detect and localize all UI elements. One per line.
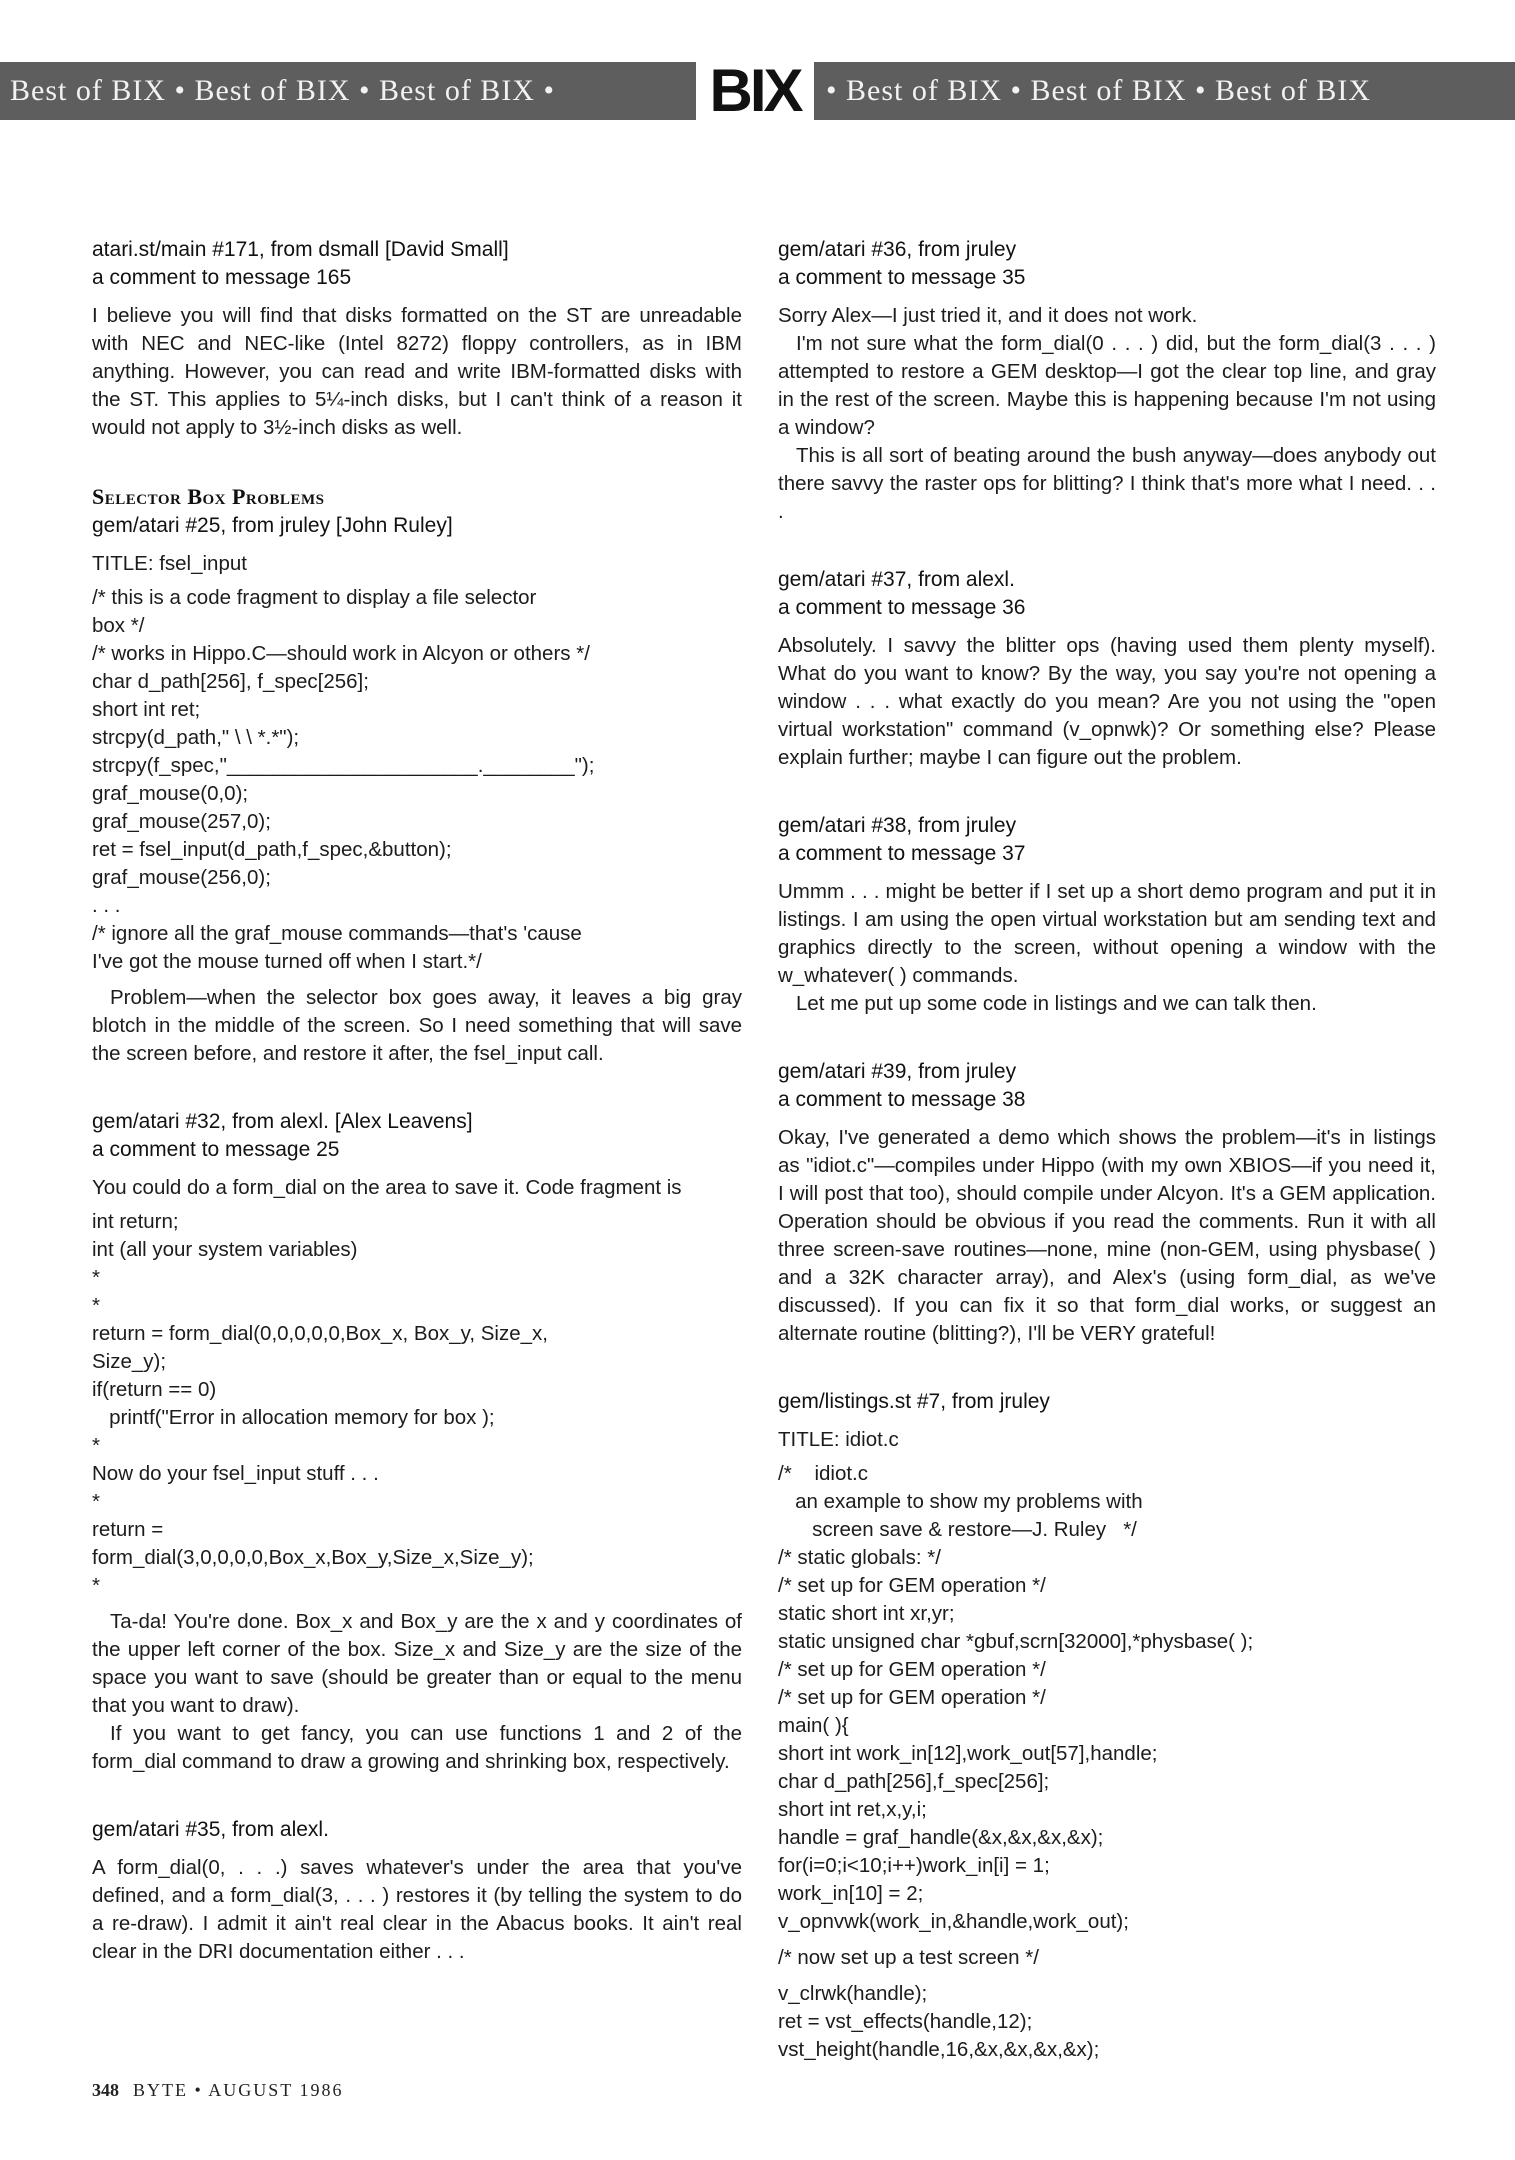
listing-title: TITLE: fsel_input xyxy=(92,552,247,575)
message-reply-to: a comment to message 36 xyxy=(778,596,1026,619)
message-body: Okay, I've generated a demo which shows the problem—it's in listings as "idiot.c"—compiles under Hippo (with my own XBIOS—if you need it, I will post that too), should compile under Alcyon. It's a GEM application. Operation should be obvious if you read the comments. Run it with all three screen-save routines—none, mine (non-GEM, using physbase( ) and a 32K character array), and Alex's (using form_dial, as we've discussed). If you can fix it so that form_dial works, or suggest an alternate routine (blitting?), I'll be VERY grateful! xyxy=(778,1126,1436,1345)
code-listing: v_clrwk(handle); ret = vst_effects(handle,12); vst_height(handle,16,&x,&x,&x,&x); xyxy=(778,1982,1100,2061)
publication-line: BYTE • AUGUST 1986 xyxy=(133,2080,344,2100)
message-body: Ummm . . . might be better if I set up a short demo program and put it in listings. I am using the open virtual workstation but am sending text and graphics directly to the screen, without opening a window with the w_whatever( ) commands. xyxy=(778,880,1436,987)
message-gem-atari-38 xyxy=(778,812,1436,1018)
code-fragment: int return; int (all your system variables) * * return = form_dial(0,0,0,0,0,Box_x, Box_y, Size_x, Size_y); if(return == 0) printf("Error in allocation memory for box ); * Now do your fsel_input stuff . . . * return = form_dial(3,0,0,0,0,Box_x,Box_y,Size_x,Size_y); * xyxy=(92,1210,548,1597)
message-body: I believe you will find that disks formatted on the ST are unreadable with NEC and NEC-like (Intel 8272) floppy controllers, as in IBM anything. However, you can read and write IBM-formatted disks with the ST. This applies to 5¼-inch disks, but I can't think of a reason it would not apply to 3½-inch disks as well. xyxy=(92,304,742,439)
message-header: atari.st/main #171, from dsmall [David Small] xyxy=(92,238,509,261)
message-gem-atari-37 xyxy=(778,566,1436,772)
message-header: gem/atari #35, from alexl. xyxy=(92,1818,329,1841)
message-reply-to: a comment to message 35 xyxy=(778,266,1026,289)
message-body: A form_dial(0, . . .) saves whatever's under the area that you've defined, and a form_dial(3, . . . ) restores it (by telling the system to do a re-draw). I admit it ain't real clear in the Abacus books. It ain't real clear in the DRI documentation either . . . xyxy=(92,1856,742,1963)
message-body: Let me put up some code in listings and we can talk then. xyxy=(796,992,1317,1015)
page-footer xyxy=(92,2080,343,2101)
message-header: gem/atari #38, from jruley xyxy=(778,814,1017,837)
message-body: Problem—when the selector box goes away, it leaves a big gray blotch in the middle of the screen. So I need something that will save the screen before, and restore it after, the fsel_input call. xyxy=(92,986,742,1065)
bix-logo: BIX xyxy=(709,57,801,124)
message-atari-st-171 xyxy=(92,236,742,442)
message-body: This is all sort of beating around the bush anyway—does anybody out there savvy the raster ops for blitting? I think that's more what I need. . . . xyxy=(778,444,1436,523)
code-fragment: /* this is a code fragment to display a file selector box */ /* works in Hippo.C—should work in Alcyon or others */ char d_path[256], f_spec[256]; short int ret; strcpy(d_path," \ \ *.*"); strcpy(f_spec,"______________________.________"); graf_mouse(0,0); graf_mouse(257,0); ret = fsel_input(d_path,f_spec,&button); graf_mouse(256,0); . . . /* ignore all the graf_mouse commands—that's 'cause I've got the mouse turned off when I start.*/ xyxy=(92,586,595,973)
best-of-bix-banner xyxy=(0,57,1515,124)
listing-title: TITLE: idiot.c xyxy=(778,1428,899,1451)
message-header: gem/atari #25, from jruley [John Ruley] xyxy=(92,514,453,537)
message-body: Sorry Alex—I just tried it, and it does not work. xyxy=(778,304,1198,327)
message-intro: You could do a form_dial on the area to save it. Code fragment is xyxy=(92,1176,682,1199)
message-header: gem/atari #37, from alexl. xyxy=(778,568,1015,591)
banner-left-band: Best of BIX • Best of BIX • Best of BIX • xyxy=(0,62,696,120)
message-header: gem/listings.st #7, from jruley xyxy=(778,1390,1050,1413)
message-gem-atari-39 xyxy=(778,1058,1436,1348)
message-body: Ta-da! You're done. Box_x and Box_y are the x and y coordinates of the upper left corner of the box. Size_x and Size_y are the size of the space you want to save (should be greater than or equal to the menu that you want to draw). xyxy=(92,1610,742,1717)
message-header: gem/atari #39, from jruley xyxy=(778,1060,1017,1083)
message-gem-atari-32 xyxy=(92,1108,742,1776)
message-header: gem/atari #32, from alexl. [Alex Leavens] xyxy=(92,1110,473,1133)
message-gem-atari-25 xyxy=(92,512,742,1068)
code-comment: /* now set up a test screen */ xyxy=(778,1946,1039,1969)
message-header: gem/atari #36, from jruley xyxy=(778,238,1017,261)
message-reply-to: a comment to message 25 xyxy=(92,1138,340,1161)
message-gem-atari-36 xyxy=(778,236,1436,526)
code-listing: /* idiot.c an example to show my problems with screen save & restore—J. Ruley */ /* static globals: */ /* set up for GEM operation */ static short int xr,yr; static unsigned char *gbuf,scrn[32000],*physbase( ); /* set up for GEM operation */ /* set up for GEM operation */ main( ){ short int work_in[12],work_out[57],handle; char d_path[256],f_spec[256]; short int ret,x,y,i; handle = graf_handle(&x,&x,&x,&x); for(i=0;i<10;i++)work_in[i] = 1; work_in[10] = 2; v_opnvwk(work_in,&handle,work_out); xyxy=(778,1462,1254,1933)
banner-right-band: • Best of BIX • Best of BIX • Best of BIX xyxy=(814,62,1515,120)
message-body: Absolutely. I savvy the blitter ops (having used them plenty myself). What do you want to know? By the way, you say you're not opening a window . . . what exactly do you mean? Are you not using the "open virtual workstation" command (v_opnwk)? Or something else? Please explain further; maybe I can figure out the problem. xyxy=(778,634,1436,769)
message-reply-to: a comment to message 165 xyxy=(92,266,352,289)
page-number: 348 xyxy=(92,2080,119,2100)
right-column xyxy=(778,236,1436,2072)
message-reply-to: a comment to message 37 xyxy=(778,842,1026,865)
message-body: If you want to get fancy, you can use functions 1 and 2 of the form_dial command to draw a growing and shrinking box, respectively. xyxy=(92,1722,742,1773)
message-body: I'm not sure what the form_dial(0 . . . ) did, but the form_dial(3 . . . ) attempted to restore a GEM desktop—I got the clear top line, and gray in the rest of the screen. Maybe this is happening because I'm not using a window? xyxy=(778,332,1436,439)
left-column xyxy=(92,236,742,2006)
message-gem-atari-35 xyxy=(92,1816,742,1966)
message-reply-to: a comment to message 38 xyxy=(778,1088,1026,1111)
message-gem-listings-7 xyxy=(778,1388,1436,2064)
section-title: Selector Box Problems xyxy=(92,484,325,509)
